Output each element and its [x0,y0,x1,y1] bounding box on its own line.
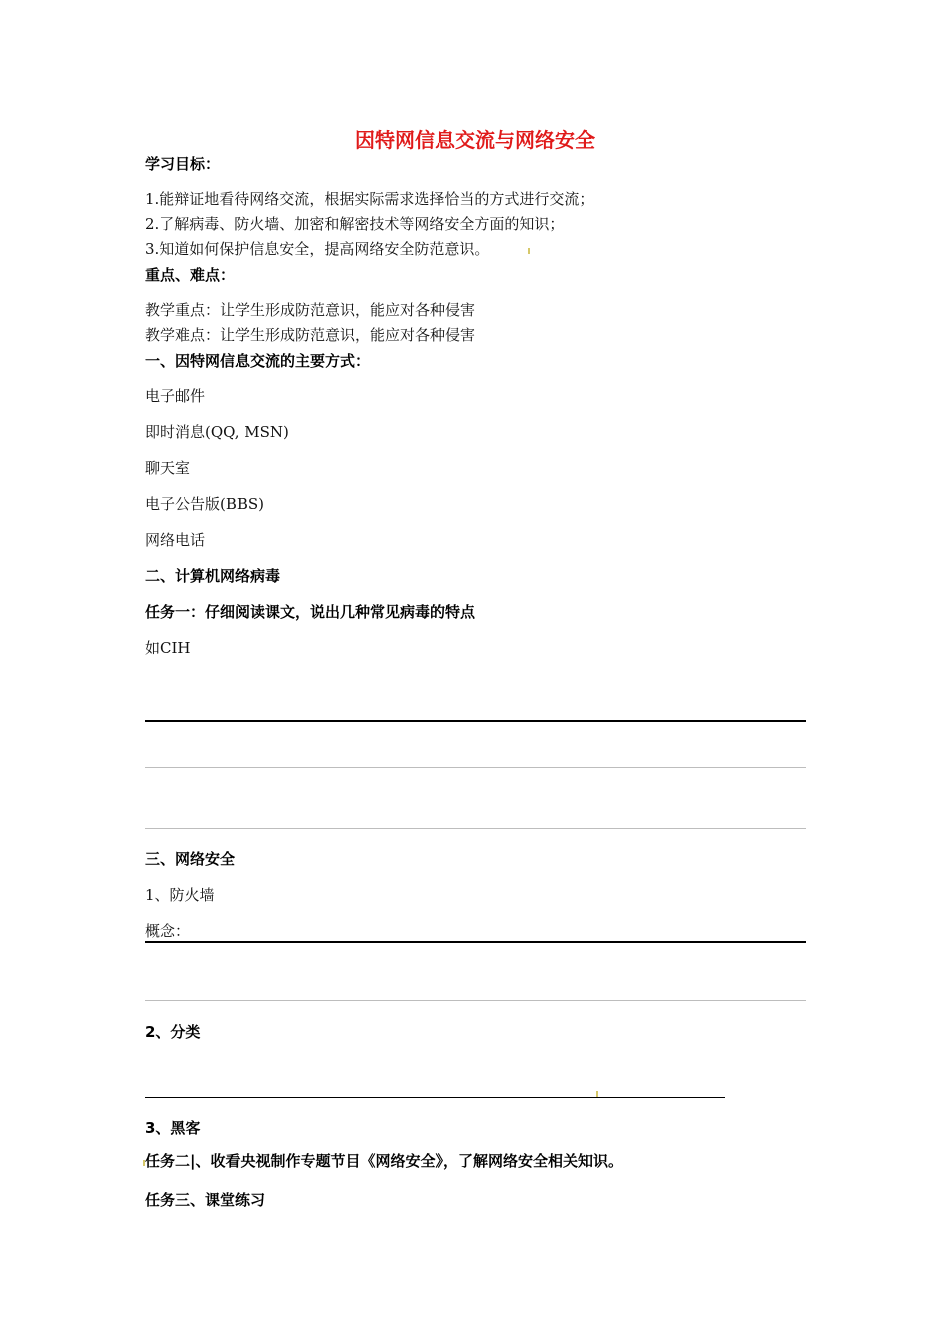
answer-line [145,720,806,722]
answer-line [145,1000,806,1001]
objective-2: 2.了解病毒、防火墙、加密和解密技术等网络安全方面的知识； [145,215,565,233]
section2-heading: 二、计算机网络病毒 [145,567,281,585]
method-email: 电子邮件 [145,387,206,405]
firewall-subheading: 1、防火墙 [145,886,215,904]
method-chatroom: 聊天室 [145,459,191,477]
stray-mark [528,248,530,254]
classification-heading: 2、分类 [145,1023,201,1041]
hacker-heading: 3、黑客 [145,1119,201,1137]
answer-line [145,767,806,768]
answer-line [145,941,806,943]
virus-example: 如CIH [145,639,191,657]
section3-heading: 三、网络安全 [145,850,236,868]
task2-text: 任务二|、收看央视制作专题节目《网络安全》，了解网络安全相关知识。 [145,1152,623,1170]
document-title: 因特网信息交流与网络安全 [355,128,595,152]
stray-mark [596,1091,598,1097]
task3-text: 任务三、课堂练习 [145,1191,266,1209]
method-bbs: 电子公告版(BBS) [145,495,265,513]
method-instant-message: 即时消息(QQ, MSN) [145,423,289,441]
objective-3: 3.知道如何保护信息安全，提高网络安全防范意识。 [145,240,490,258]
answer-line [145,828,806,829]
key-points-heading: 重点、难点： [145,266,236,284]
section1-heading: 一、因特网信息交流的主要方式： [145,352,371,370]
key-point-focus: 教学重点：让学生形成防范意识，能应对各种侵害 [145,301,476,319]
task1-text: 任务一：仔细阅读课文，说出几种常见病毒的特点 [145,603,476,621]
answer-line [145,1097,725,1098]
concept-label: 概念： [145,922,191,940]
objective-1: 1.能辩证地看待网络交流，根据实际需求选择恰当的方式进行交流； [145,190,595,208]
objectives-heading: 学习目标： [145,155,221,173]
method-voip: 网络电话 [145,531,206,549]
key-point-difficulty: 教学难点：让学生形成防范意识，能应对各种侵害 [145,326,476,344]
